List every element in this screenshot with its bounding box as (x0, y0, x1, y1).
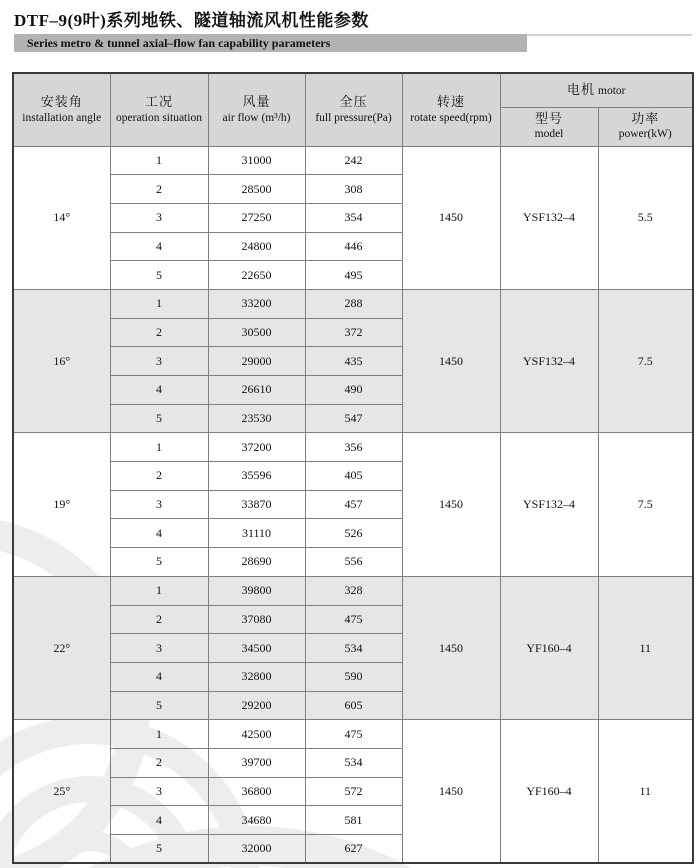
air-flow-cell: 29200 (208, 691, 305, 720)
situation-cell: 1 (110, 433, 208, 462)
power-cell: 5.5 (598, 146, 693, 289)
situation-cell: 2 (110, 605, 208, 634)
situation-cell: 5 (110, 261, 208, 290)
situation-cell: 5 (110, 404, 208, 433)
air-flow-cell: 30500 (208, 318, 305, 347)
header-motor-power: 功率 power(kW) (598, 107, 693, 146)
speed-cell: 1450 (402, 720, 500, 863)
speed-cell: 1450 (402, 576, 500, 719)
pressure-cell: 405 (305, 462, 402, 491)
situation-cell: 1 (110, 720, 208, 749)
pressure-cell: 572 (305, 777, 402, 806)
air-flow-cell: 27250 (208, 203, 305, 232)
pressure-cell: 526 (305, 519, 402, 548)
pressure-cell: 495 (305, 261, 402, 290)
pressure-cell: 475 (305, 720, 402, 749)
air-flow-cell: 35596 (208, 462, 305, 491)
header-full-pressure: 全压 full pressure(Pa) (305, 73, 402, 146)
pressure-cell: 288 (305, 289, 402, 318)
model-cell: YF160–4 (500, 576, 598, 719)
pressure-cell: 457 (305, 490, 402, 519)
situation-cell: 3 (110, 777, 208, 806)
air-flow-cell: 28690 (208, 548, 305, 577)
page-subtitle: Series metro & tunnel axial–flow fan capability parameters (27, 35, 331, 50)
situation-cell: 1 (110, 289, 208, 318)
table-row (13, 289, 693, 318)
pressure-cell: 446 (305, 232, 402, 261)
power-cell: 11 (598, 576, 693, 719)
header-motor: 电机 motor (500, 73, 693, 107)
air-flow-cell: 37080 (208, 605, 305, 634)
air-flow-cell: 29000 (208, 347, 305, 376)
angle-cell: 19° (13, 433, 110, 576)
situation-cell: 4 (110, 232, 208, 261)
situation-cell: 2 (110, 318, 208, 347)
pressure-cell: 590 (305, 662, 402, 691)
air-flow-cell: 39700 (208, 748, 305, 777)
air-flow-cell: 34500 (208, 634, 305, 663)
table-row (13, 146, 693, 175)
air-flow-cell: 24800 (208, 232, 305, 261)
air-flow-cell: 31000 (208, 146, 305, 175)
air-flow-cell: 22650 (208, 261, 305, 290)
subtitle-rule (527, 34, 692, 36)
pressure-cell: 435 (305, 347, 402, 376)
air-flow-cell: 32000 (208, 835, 305, 864)
model-cell: YSF132–4 (500, 433, 598, 576)
situation-cell: 4 (110, 519, 208, 548)
air-flow-cell: 28500 (208, 175, 305, 204)
header-motor-model: 型号 model (500, 107, 598, 146)
air-flow-cell: 31110 (208, 519, 305, 548)
speed-cell: 1450 (402, 289, 500, 432)
table-body (13, 146, 693, 863)
pressure-cell: 354 (305, 203, 402, 232)
header-installation-angle: 安装角 installation angle (13, 73, 110, 146)
pressure-cell: 328 (305, 576, 402, 605)
situation-cell: 3 (110, 490, 208, 519)
fan-parameters-table (12, 72, 694, 864)
situation-cell: 4 (110, 662, 208, 691)
model-cell: YSF132–4 (500, 146, 598, 289)
table-header (13, 73, 693, 146)
power-cell: 7.5 (598, 433, 693, 576)
pressure-cell: 475 (305, 605, 402, 634)
air-flow-cell: 39800 (208, 576, 305, 605)
situation-cell: 5 (110, 835, 208, 864)
pressure-cell: 547 (305, 404, 402, 433)
power-cell: 11 (598, 720, 693, 863)
angle-cell: 25° (13, 720, 110, 863)
angle-cell: 14° (13, 146, 110, 289)
model-cell: YSF132–4 (500, 289, 598, 432)
pressure-cell: 534 (305, 748, 402, 777)
situation-cell: 4 (110, 376, 208, 405)
situation-cell: 3 (110, 634, 208, 663)
air-flow-cell: 32800 (208, 662, 305, 691)
situation-cell: 3 (110, 203, 208, 232)
pressure-cell: 556 (305, 548, 402, 577)
header-rotate-speed: 转速 rotate speed(rpm) (402, 73, 500, 146)
air-flow-cell: 33870 (208, 490, 305, 519)
situation-cell: 2 (110, 748, 208, 777)
pressure-cell: 534 (305, 634, 402, 663)
table-row (13, 576, 693, 605)
header-air-flow: 风量 air flow (m³/h) (208, 73, 305, 146)
situation-cell: 1 (110, 146, 208, 175)
document-page (0, 6, 700, 864)
pressure-cell: 627 (305, 835, 402, 864)
subtitle-bar (14, 34, 527, 52)
pressure-cell: 242 (305, 146, 402, 175)
situation-cell: 4 (110, 806, 208, 835)
situation-cell: 5 (110, 548, 208, 577)
situation-cell: 2 (110, 175, 208, 204)
situation-cell: 3 (110, 347, 208, 376)
air-flow-cell: 37200 (208, 433, 305, 462)
angle-cell: 16° (13, 289, 110, 432)
situation-cell: 5 (110, 691, 208, 720)
air-flow-cell: 42500 (208, 720, 305, 749)
pressure-cell: 581 (305, 806, 402, 835)
header-operation-situation: 工况 operation situation (110, 73, 208, 146)
pressure-cell: 490 (305, 376, 402, 405)
page-title: DTF–9(9叶)系列地铁、隧道轴流风机性能参数 (14, 11, 369, 30)
speed-cell: 1450 (402, 146, 500, 289)
air-flow-cell: 26610 (208, 376, 305, 405)
air-flow-cell: 23530 (208, 404, 305, 433)
air-flow-cell: 36800 (208, 777, 305, 806)
speed-cell: 1450 (402, 433, 500, 576)
air-flow-cell: 33200 (208, 289, 305, 318)
model-cell: YF160–4 (500, 720, 598, 863)
pressure-cell: 356 (305, 433, 402, 462)
power-cell: 7.5 (598, 289, 693, 432)
air-flow-cell: 34680 (208, 806, 305, 835)
pressure-cell: 308 (305, 175, 402, 204)
pressure-cell: 605 (305, 691, 402, 720)
table-row (13, 720, 693, 749)
situation-cell: 1 (110, 576, 208, 605)
pressure-cell: 372 (305, 318, 402, 347)
subtitle-section (0, 34, 700, 52)
table-row (13, 433, 693, 462)
angle-cell: 22° (13, 576, 110, 719)
situation-cell: 2 (110, 462, 208, 491)
